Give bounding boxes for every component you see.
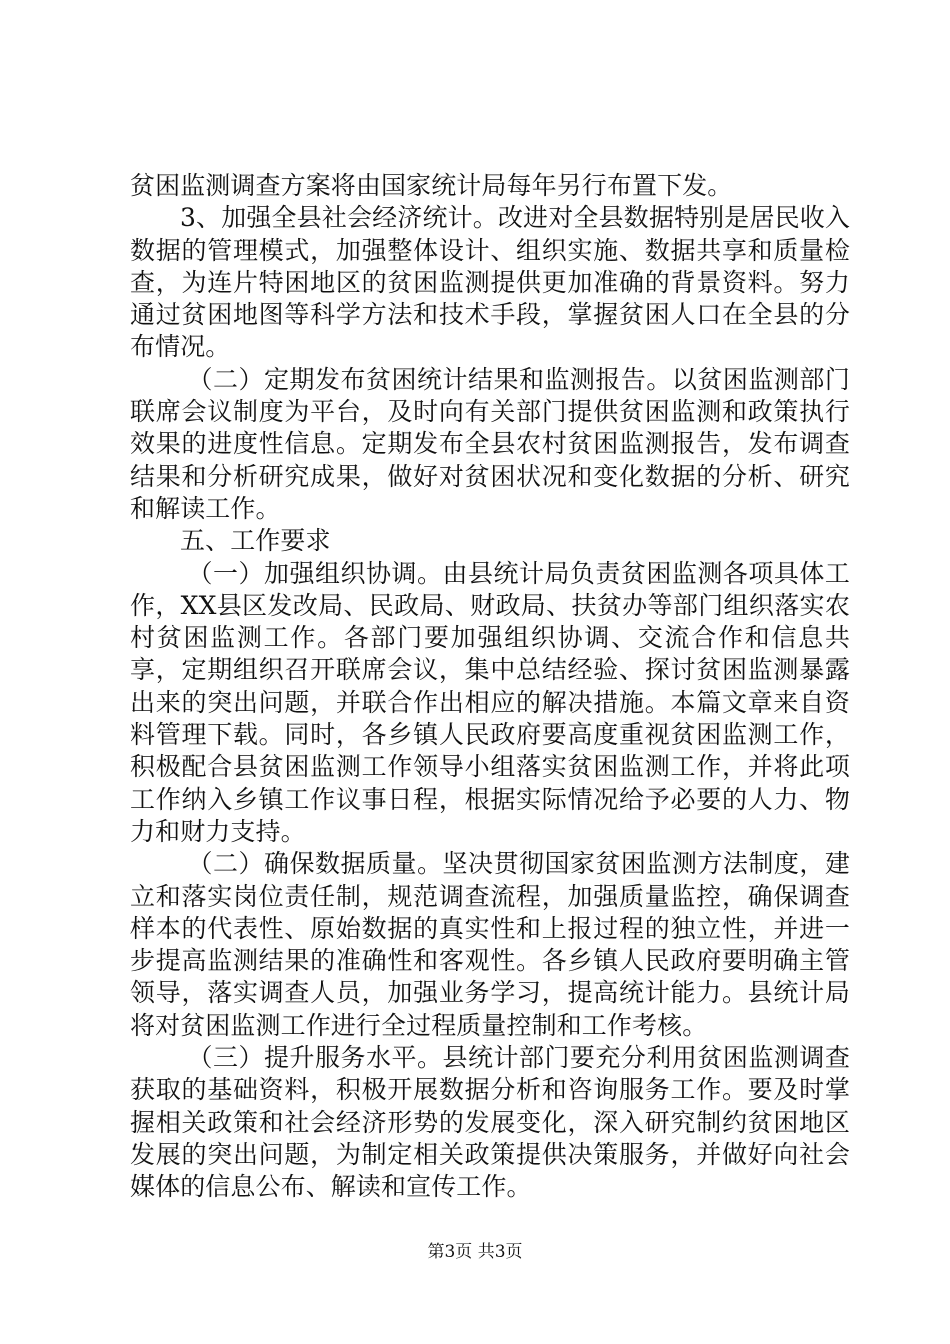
paragraph-publish-reports: （二）定期发布贫困统计结果和监测报告。以贫困监测部门联席会议制度为平台，及时向有关部门提供贫困监测和政策执行效果的进度性信息。定期发布全县农村贫困监测报告，发布调查结果和分析研究成果，做好对贫困状况和变化数据的分析、研究和解读工作。 [130, 364, 850, 523]
page-number-footer: 第3页 共3页 [427, 1242, 523, 1262]
section-heading-work-requirements: 五、工作要求 [180, 526, 331, 556]
document-body [130, 170, 850, 1204]
paragraph-service-level: （三）提升服务水平。县统计部门要充分利用贫困监测调查获取的基础资料，积极开展数据分析和咨询服务工作。要及时掌握相关政策和社会经济形势的发展变化，深入研究制约贫困地区发展的突出问题，为制定相关政策提供决策服务，并做好向社会媒体的信息公布、解读和宣传工作。 [130, 1043, 850, 1202]
paragraph-continuation: 贫困监测调查方案将由国家统计局每年另行布置下发。 [130, 171, 733, 200]
paragraph-county-statistics: 3、加强全县社会经济统计。改进对全县数据特别是居民收入数据的管理模式，加强整体设计、组织实施、数据共享和质量检查，为连片特困地区的贫困监测提供更加准确的背景资料。努力通过贫困地图等科学方法和技术手段，掌握贫困人口在全县的分布情况。 [130, 203, 850, 362]
paragraph-data-quality: （二）确保数据质量。坚决贯彻国家贫困监测方法制度，建立和落实岗位责任制，规范调查流程，加强质量监控，确保调查样本的代表性、原始数据的真实性和上报过程的独立性，并进一步提高监测结果的准确性和客观性。各乡镇人民政府要明确主管领导，落实调查人员，加强业务学习，提高统计能力。县统计局将对贫困监测工作进行全过程质量控制和工作考核。 [130, 849, 850, 1040]
paragraph-organization-coordination: （一）加强组织协调。由县统计局负责贫困监测各项具体工作，XX县区发改局、民政局、财政局、扶贫办等部门组织落实农村贫困监测工作。各部门要加强组织协调、交流合作和信息共享，定期组织召开联席会议，集中总结经验、探讨贫困监测暴露出来的突出问题，并联合作出相应的解决措施。本篇文章来自资料管理下载。同时，各乡镇人民政府要高度重视贫困监测工作，积极配合县贫困监测工作领导小组落实贫困监测工作，并将此项工作纳入乡镇工作议事日程，根据实际情况给予必要的人力、物力和财力支持。 [130, 558, 850, 846]
